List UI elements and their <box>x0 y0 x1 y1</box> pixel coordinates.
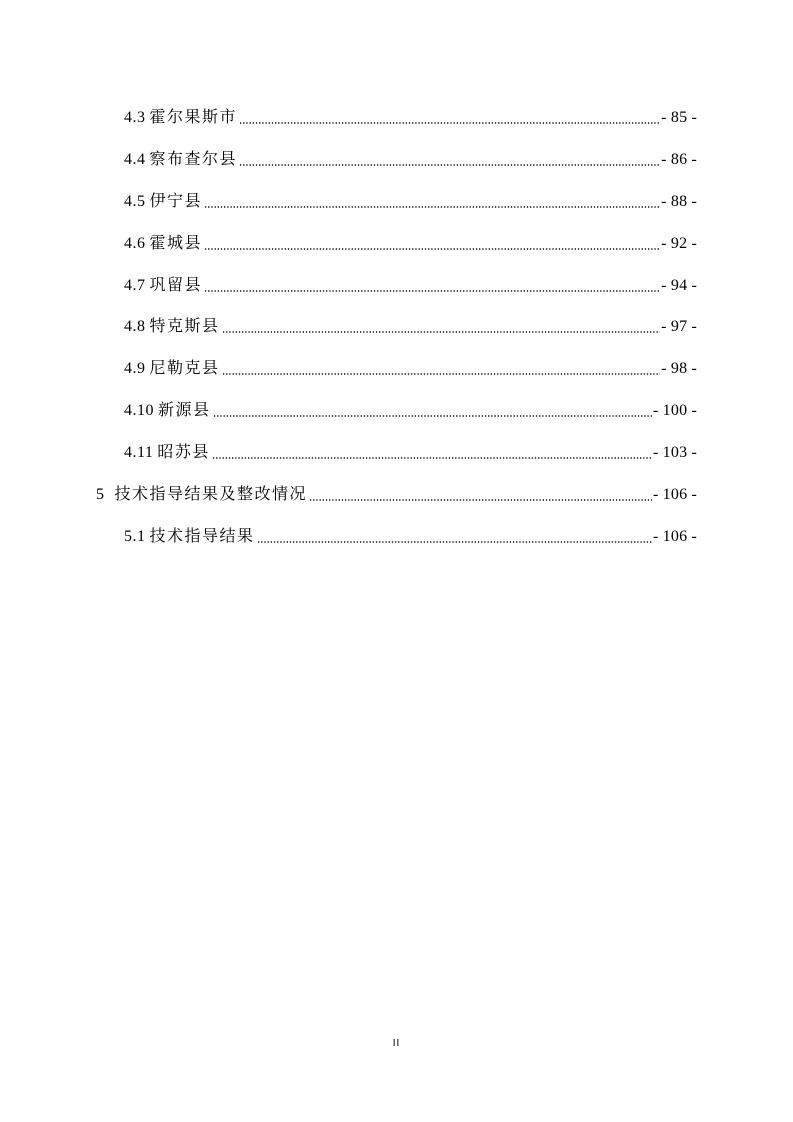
toc-entry[interactable] <box>124 188 697 212</box>
dot-leader <box>222 373 661 375</box>
toc-entry-page: - 103 - <box>652 444 697 461</box>
toc-entry-title: 新源县 <box>158 402 211 419</box>
dot-leader <box>257 541 652 543</box>
toc-entry-page: - 106 - <box>652 486 697 503</box>
toc-entry-page: - 94 - <box>661 277 697 294</box>
toc-entry-title: 霍城县 <box>149 235 203 252</box>
dot-leader <box>212 457 652 459</box>
toc-entry-number: 4.4 <box>124 151 146 168</box>
toc-entry-title: 伊宁县 <box>149 193 203 210</box>
dot-leader <box>239 122 660 124</box>
toc-entry-page: - 88 - <box>661 193 697 210</box>
toc-entry-page: - 106 - <box>652 528 697 545</box>
toc-entry[interactable] <box>124 313 697 337</box>
toc-entry-title: 昭苏县 <box>157 444 210 461</box>
toc-entry[interactable] <box>124 523 697 547</box>
toc-entry-number: 4.7 <box>124 277 146 294</box>
toc-entry-number: 4.8 <box>124 318 146 335</box>
toc-entry-page: - 98 - <box>661 360 697 377</box>
toc-entry-title: 霍尔果斯市 <box>149 109 238 126</box>
toc-entry[interactable] <box>124 230 697 254</box>
toc-entry-chapter[interactable] <box>96 481 697 505</box>
toc-entry[interactable] <box>124 439 697 463</box>
dot-leader <box>222 331 661 333</box>
toc-entry-number: 4.9 <box>124 360 146 377</box>
toc-entry[interactable] <box>124 355 697 379</box>
toc-entry-title: 技术指导结果及整改情况 <box>114 486 308 503</box>
toc-entry-number: 4.3 <box>124 109 146 126</box>
toc-entry[interactable] <box>124 146 697 170</box>
table-of-contents <box>0 0 793 560</box>
toc-entry-page: - 97 - <box>661 318 697 335</box>
toc-entry[interactable] <box>124 397 697 421</box>
toc-entry-title: 技术指导结果 <box>149 528 255 545</box>
toc-entry[interactable] <box>124 104 697 128</box>
toc-entry[interactable] <box>124 272 697 296</box>
toc-entry-title: 察布查尔县 <box>149 151 238 168</box>
toc-entry-number: 4.6 <box>124 235 146 252</box>
toc-entry-page: - 100 - <box>652 402 697 419</box>
dot-leader <box>204 290 660 292</box>
toc-entry-title: 尼勒克县 <box>149 360 220 377</box>
toc-entry-page: - 85 - <box>661 109 697 126</box>
toc-entry-number: 5 <box>96 486 105 503</box>
dot-leader <box>213 415 652 417</box>
page-number: II <box>392 1038 401 1049</box>
dot-leader <box>204 248 660 250</box>
toc-entry-number: 4.11 <box>124 444 154 461</box>
toc-entry-number: 4.5 <box>124 193 146 210</box>
toc-entry-page: - 92 - <box>661 235 697 252</box>
toc-entry-page: - 86 - <box>661 151 697 168</box>
toc-entry-number: 4.10 <box>124 402 154 419</box>
toc-entry-number: 5.1 <box>124 528 146 545</box>
toc-entry-title: 特克斯县 <box>149 318 220 335</box>
toc-entry-title: 巩留县 <box>149 277 203 294</box>
dot-leader <box>239 164 660 166</box>
dot-leader <box>309 499 652 501</box>
dot-leader <box>204 206 660 208</box>
